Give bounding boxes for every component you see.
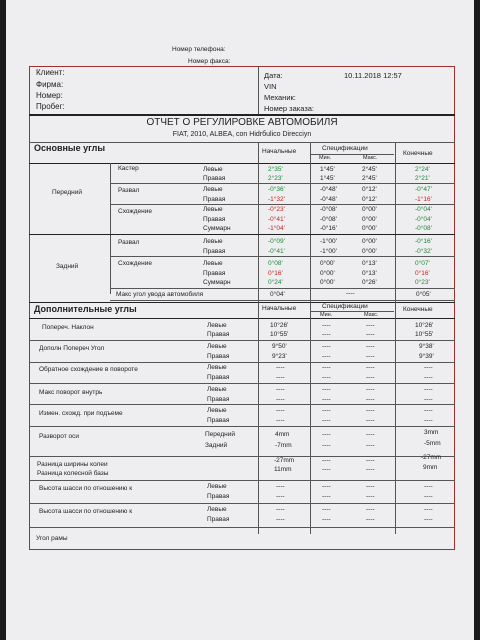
row-side-label: Левые: [203, 166, 223, 173]
frame-bottom: [29, 549, 455, 550]
dash-cell: ----: [366, 442, 375, 449]
main-cell-min: -0°08': [320, 216, 337, 223]
main-cell-max: 0°12': [362, 186, 377, 193]
toe-change-label: Измен. схожд. при подъеме: [39, 410, 123, 417]
main-cell-max: 0°12': [362, 196, 377, 203]
dash-cell: ----: [322, 493, 331, 500]
dash-cell: ----: [322, 364, 331, 371]
main-section-title: Основные углы: [34, 143, 106, 153]
main-cell-max: 2°45': [362, 166, 377, 173]
row-side-label: Левые: [203, 186, 223, 193]
main-cell-max: 0°00': [362, 216, 377, 223]
max-thrust-final: 0°05': [416, 291, 431, 298]
dash-cell: ----: [366, 322, 375, 329]
dash-cell: ----: [366, 374, 375, 381]
main-col-final: Конечные: [403, 150, 433, 157]
track-diff-initial: -27mm: [274, 457, 295, 464]
row-side-label: Левые: [207, 407, 227, 414]
frame-angle-label: Угол рамы: [36, 535, 68, 542]
rear-axle-label: Задний: [56, 263, 79, 270]
main-cell-max: 0°00': [362, 238, 377, 245]
row-side-label: Передний: [205, 431, 236, 438]
main-cell-init: -0°36': [268, 186, 285, 193]
main-cell-min: 1°45': [320, 166, 335, 173]
main-cell-min: 0°00': [320, 279, 335, 286]
main-cell-min: 1°45': [320, 175, 335, 182]
extra-col-spec: Спецификации: [322, 303, 368, 310]
dash-cell: ----: [276, 483, 285, 490]
main-col-initial: Начальные: [262, 148, 297, 155]
frame-right: [454, 66, 455, 550]
row-side-label: Правая: [203, 175, 226, 182]
dash-cell: ----: [322, 331, 331, 338]
dash-cell: ----: [366, 353, 375, 360]
kingpin-right-initial: 10°55': [270, 331, 289, 338]
track-diff-label: Разница ширины колеи: [37, 461, 108, 468]
main-cell-init: -0°41': [268, 248, 285, 255]
main-cell-fin: 0°07': [415, 260, 430, 267]
main-cell-min: -1°00': [320, 248, 337, 255]
dash-cell: ----: [276, 386, 285, 393]
track-diff-final: -27mm: [421, 454, 442, 461]
client-divider: [258, 66, 259, 114]
main-col-max: Макс.: [363, 155, 378, 161]
wheelbase-diff-label: Разница колесной базы: [37, 470, 109, 477]
main-cell-min: -0°48': [320, 186, 337, 193]
main-col-spec: Спецификации: [322, 145, 368, 152]
row-side-label: Суммарн: [203, 225, 231, 232]
setback-front-final: 3mm: [424, 429, 439, 436]
setback-front-initial: 4mm: [275, 431, 290, 438]
toe-front-label: Схождение: [118, 208, 153, 215]
main-cell-min: 0°00': [320, 270, 335, 277]
caster-label: Кастер: [118, 165, 139, 172]
toe-rear-label: Схождение: [118, 260, 153, 267]
kingpin-left-initial: 10°26': [270, 322, 289, 329]
report-title: ОТЧЕТ О РЕГУЛИРОВКЕ АВТОМОБИЛЯ: [146, 117, 338, 128]
ride-height-1-label: Высота шасси по отношению к: [39, 485, 133, 492]
dash-cell: ----: [366, 457, 375, 464]
row-side-label: Правая: [207, 353, 230, 360]
client-label: Клиент:: [36, 68, 65, 77]
dash-cell: ----: [322, 374, 331, 381]
row-side-label: Левые: [203, 260, 223, 267]
main-cell-min: -0°08': [320, 206, 337, 213]
dash-cell: ----: [322, 322, 331, 329]
dash-cell: ----: [366, 506, 375, 513]
row-side-label: Правая: [203, 196, 226, 203]
dash-cell: ----: [366, 516, 375, 523]
dash-cell: ----: [366, 466, 375, 473]
dash-cell: ----: [276, 516, 285, 523]
row-side-label: Левые: [207, 483, 227, 490]
row-side-label: Левые: [207, 386, 227, 393]
row-side-label: Правая: [207, 493, 230, 500]
number-label: Номер:: [36, 91, 63, 100]
dash-cell: ----: [366, 407, 375, 414]
dash-cell: ----: [322, 457, 331, 464]
dash-cell: ----: [424, 386, 433, 393]
dash-cell: ----: [424, 396, 433, 403]
row-side-label: Левые: [207, 364, 227, 371]
extra-col-initial: Начальные: [262, 305, 297, 312]
dash-cell: ----: [366, 483, 375, 490]
vin-label: VIN: [264, 82, 277, 91]
max-thrust-initial: 0°04': [270, 291, 285, 298]
kingpin-right-final: 10°55': [415, 331, 434, 338]
main-cell-init: -0°23': [268, 206, 285, 213]
row-side-label: Левые: [207, 506, 227, 513]
main-cell-fin: 0°23': [415, 279, 430, 286]
max-thrust-label: Макс угол увода автомобиля: [116, 291, 204, 298]
dash-cell: ----: [366, 343, 375, 350]
dash-cell: ----: [366, 417, 375, 424]
row-side-label: Суммарн: [203, 279, 231, 286]
row-side-label: Правая: [207, 396, 230, 403]
row-side-label: Правая: [207, 417, 230, 424]
firm-label: Фирма:: [36, 80, 64, 89]
dash-cell: ----: [322, 442, 331, 449]
extra-section-title: Дополнительные углы: [34, 304, 137, 314]
wheelbase-diff-final: 9mm: [423, 464, 438, 471]
main-cell-fin: 2°21': [415, 175, 430, 182]
main-cell-init: 2°23': [268, 175, 283, 182]
row-side-label: Левые: [207, 343, 227, 350]
row-side-label: Правая: [207, 516, 230, 523]
main-cell-max: 0°13': [362, 260, 377, 267]
mechanic-label: Механик:: [264, 93, 296, 102]
camber-front-label: Развал: [118, 187, 140, 194]
dash-cell: ----: [424, 407, 433, 414]
dash-cell: ----: [322, 343, 331, 350]
main-cell-fin: -0°04': [415, 216, 432, 223]
phone-label: Номер телефона:: [172, 46, 226, 53]
included-left-final: 9°38': [419, 343, 434, 350]
row-side-label: Левые: [207, 322, 227, 329]
dash-cell: ----: [322, 466, 331, 473]
fax-label: Номер факса:: [188, 58, 231, 65]
kingpin-label: Попереч. Наклон: [42, 324, 94, 331]
date-value: 10.11.2018 12:57: [344, 71, 402, 80]
main-cell-init: -0°09': [268, 238, 285, 245]
main-cell-fin: -1°16': [415, 196, 432, 203]
dash-cell: ----: [322, 353, 331, 360]
dash-cell: ----: [424, 506, 433, 513]
dash-cell: ----: [366, 493, 375, 500]
client-rule: [29, 114, 455, 116]
included-right-final: 9°39': [419, 353, 434, 360]
dash-cell: ----: [366, 364, 375, 371]
dash-cell: ----: [366, 386, 375, 393]
setback-label: Разворот оси: [39, 433, 80, 440]
main-cell-init: 0°24': [268, 279, 283, 286]
order-label: Номер заказа:: [264, 104, 315, 113]
dash-cell: ----: [322, 407, 331, 414]
dash-cell: ----: [322, 483, 331, 490]
toe-out-turn-label: Обратное схождение в повороте: [39, 366, 138, 373]
dash-cell: ----: [424, 493, 433, 500]
dash-cell: ----: [322, 506, 331, 513]
setback-rear-initial: -7mm: [275, 442, 292, 449]
main-cell-fin: -0°08': [415, 225, 432, 232]
included-right-initial: 9°23': [272, 353, 287, 360]
front-axle-label: Передний: [52, 189, 83, 196]
main-cell-min: 0°00': [320, 260, 335, 267]
main-cell-init: 2°35': [268, 166, 283, 173]
row-side-label: Правая: [207, 331, 230, 338]
main-cell-fin: -0°47': [415, 186, 432, 193]
report-sheet: [6, 0, 474, 640]
dash-cell: ----: [366, 431, 375, 438]
camber-rear-label: Развал: [118, 239, 140, 246]
frame-top: [29, 66, 455, 67]
main-cell-max: 0°00': [362, 206, 377, 213]
frame-left: [29, 66, 30, 550]
date-label: Дата:: [264, 71, 283, 80]
dash-cell: ----: [424, 516, 433, 523]
dash-cell: ----: [366, 396, 375, 403]
main-cell-fin: -0°16': [415, 238, 432, 245]
setback-rear-final: -5mm: [424, 440, 441, 447]
main-cell-init: -1°04': [268, 225, 285, 232]
dash-cell: ----: [424, 364, 433, 371]
main-cell-max: 0°00': [362, 225, 377, 232]
main-col-min: Мин.: [319, 155, 332, 161]
main-cell-max: 0°26': [362, 279, 377, 286]
main-cell-fin: -0°32': [415, 248, 432, 255]
main-cell-init: -1°32': [268, 196, 285, 203]
dash-cell: ----: [276, 364, 285, 371]
row-side-label: Правая: [203, 216, 226, 223]
included-angle-label: Дополн Попереч Угол: [39, 345, 105, 352]
kingpin-left-final: 10°26': [415, 322, 434, 329]
dash-cell: ----: [276, 396, 285, 403]
main-cell-fin: -0°04': [415, 206, 432, 213]
wheelbase-diff-initial: 11mm: [274, 466, 292, 473]
main-cell-min: -1°00': [320, 238, 337, 245]
dash-cell: ----: [322, 431, 331, 438]
max-thrust-spec: ----: [346, 290, 355, 297]
extra-col-min: Мин.: [320, 312, 333, 318]
main-cell-fin: 0°16': [415, 270, 430, 277]
main-cell-init: 0°08': [268, 260, 283, 267]
row-side-label: Правая: [207, 374, 230, 381]
dash-cell: ----: [366, 331, 375, 338]
dash-cell: ----: [276, 407, 285, 414]
mileage-label: Пробег:: [36, 102, 65, 111]
main-cell-max: 2°45': [362, 175, 377, 182]
dash-cell: ----: [322, 417, 331, 424]
ride-height-2-label: Высота шасси по отношению к: [39, 508, 133, 515]
max-turn-label: Макс поворот внутрь: [39, 389, 103, 396]
dash-cell: ----: [322, 386, 331, 393]
dash-cell: ----: [276, 374, 285, 381]
row-side-label: Правая: [203, 248, 226, 255]
extra-col-final: Конечные: [403, 306, 433, 313]
main-cell-max: 0°00': [362, 248, 377, 255]
dash-cell: ----: [322, 516, 331, 523]
dash-cell: ----: [322, 396, 331, 403]
dash-cell: ----: [424, 483, 433, 490]
main-cell-init: -0°41': [268, 216, 285, 223]
dash-cell: ----: [276, 493, 285, 500]
main-cell-min: -0°48': [320, 196, 337, 203]
report-subtitle: FIAT, 2010, ALBEA, con Hidrбulico Direcciyn: [172, 131, 312, 138]
dash-cell: ----: [276, 506, 285, 513]
main-cell-max: 0°13': [362, 270, 377, 277]
dash-cell: ----: [276, 417, 285, 424]
dash-cell: ----: [424, 417, 433, 424]
main-cell-init: 0°16': [268, 270, 283, 277]
main-cell-min: -0°16': [320, 225, 337, 232]
dash-cell: ----: [424, 374, 433, 381]
main-cell-fin: 2°24': [415, 166, 430, 173]
row-side-label: Левые: [203, 238, 223, 245]
extra-col-max: Макс.: [364, 312, 379, 318]
row-side-label: Левые: [203, 206, 223, 213]
row-side-label: Правая: [203, 270, 226, 277]
included-left-initial: 9°50': [272, 343, 287, 350]
row-side-label: Задний: [205, 442, 228, 449]
